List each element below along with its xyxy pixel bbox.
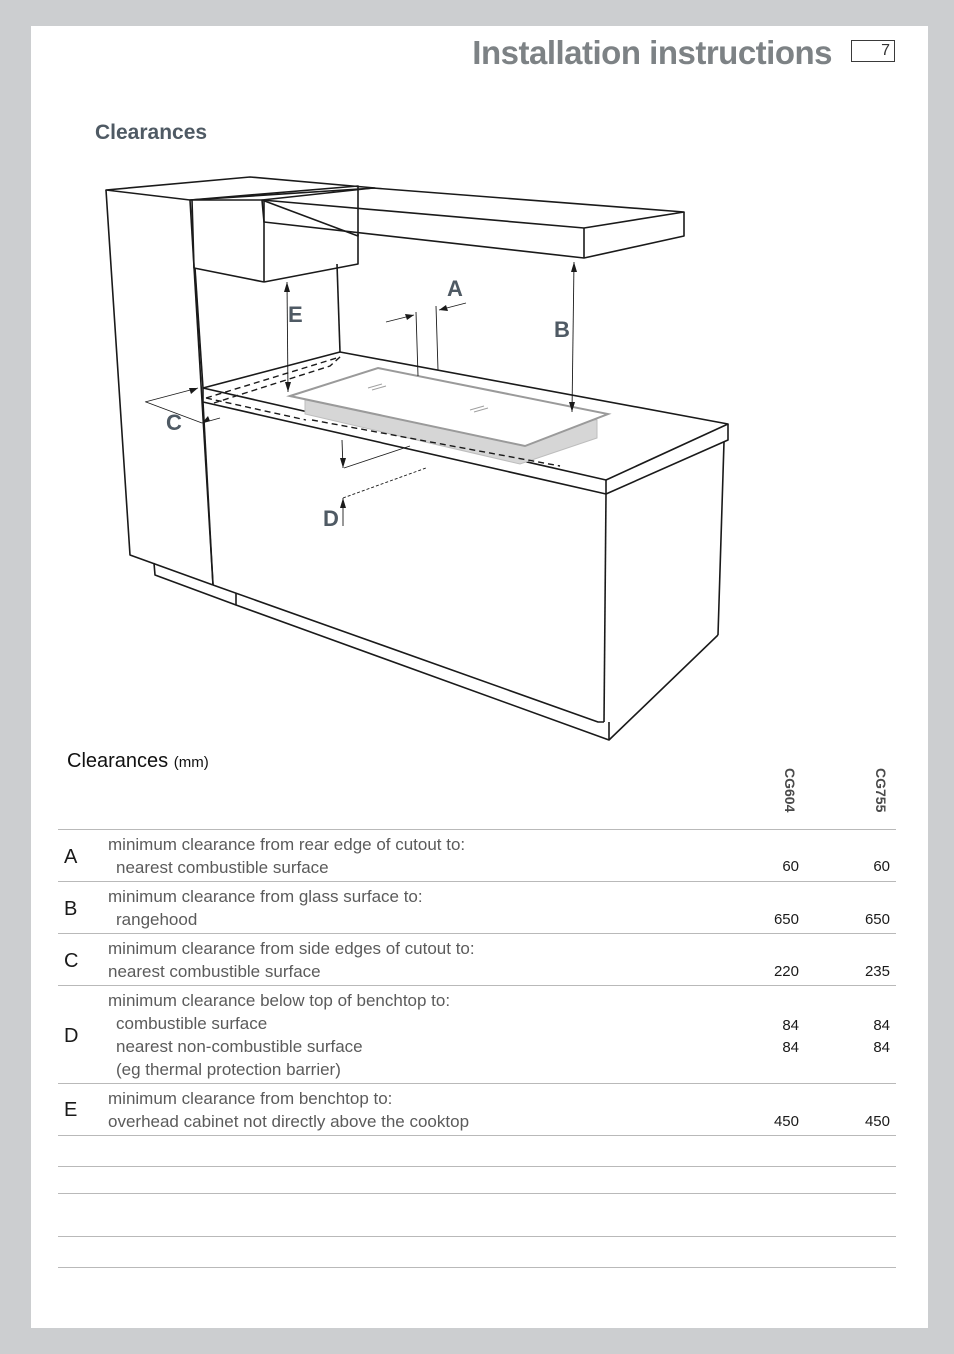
table-rule xyxy=(58,933,896,934)
description-line: nearest non-combustible surface xyxy=(116,1037,363,1056)
section-heading: Clearances xyxy=(95,121,208,144)
value-cg604: 650 xyxy=(773,911,799,928)
description-line: combustible surface xyxy=(116,1014,268,1033)
table-rule xyxy=(58,1083,896,1084)
description-line: minimum clearance from side edges of cutout to: xyxy=(108,939,475,958)
table-unit: (mm) xyxy=(173,754,209,771)
description-line: nearest combustible surface xyxy=(116,858,329,877)
value-cg755: 60 xyxy=(873,858,890,875)
value-cg755: 450 xyxy=(864,1113,890,1130)
row-letter: D xyxy=(64,1025,79,1047)
table-title-text: Clearances xyxy=(67,750,169,772)
page-number: 7 xyxy=(851,40,895,62)
table-rule xyxy=(58,829,896,830)
row-letter: A xyxy=(64,846,78,868)
row-description xyxy=(108,885,423,931)
row-description xyxy=(108,1087,469,1133)
description-line: minimum clearance from rear edge of cutout to: xyxy=(108,835,466,854)
description-line: minimum clearance from benchtop to: xyxy=(108,1089,393,1108)
value-cg755: 84 xyxy=(873,1017,890,1034)
value-cg604: 220 xyxy=(773,963,799,980)
table-rule xyxy=(58,1135,896,1136)
table-rule xyxy=(58,1267,896,1268)
description-line: overhead cabinet not directly above the cooktop xyxy=(108,1112,470,1131)
clearance-diagram xyxy=(31,26,928,746)
description-line: nearest combustible surface xyxy=(108,962,321,981)
value-cg604: 84 xyxy=(782,1017,799,1034)
diagram-label-e: E xyxy=(288,302,303,327)
row-description xyxy=(108,937,475,983)
row-letter: B xyxy=(64,898,78,920)
value-cg755: 235 xyxy=(864,963,890,980)
table-rule xyxy=(58,1166,896,1167)
page xyxy=(31,26,928,1328)
description-line: (eg thermal protection barrier) xyxy=(116,1060,341,1079)
row-description xyxy=(108,989,450,1081)
value-cg604: 84 xyxy=(782,1039,799,1056)
table-rule xyxy=(58,985,896,986)
diagram-label-c: C xyxy=(166,410,182,435)
table-title xyxy=(67,750,209,773)
row-letter: E xyxy=(64,1099,78,1121)
column-header-cg604: CG604 xyxy=(782,768,798,813)
row-letter: C xyxy=(64,950,79,972)
diagram-label-d: D xyxy=(323,506,339,531)
table-rule xyxy=(58,1193,896,1194)
diagram-label-a: A xyxy=(447,276,463,301)
table-rule xyxy=(58,881,896,882)
diagram-label-b: B xyxy=(554,317,570,342)
base-cabinet xyxy=(203,402,724,740)
table-rule xyxy=(58,1236,896,1237)
page-header-title: Installation instructions xyxy=(472,34,832,71)
value-cg604: 60 xyxy=(782,858,799,875)
description-line: minimum clearance from glass surface to: xyxy=(108,887,423,906)
value-cg755: 84 xyxy=(873,1039,890,1056)
cooktop xyxy=(206,357,608,466)
value-cg755: 650 xyxy=(864,911,890,928)
column-header-cg755: CG755 xyxy=(873,768,889,813)
row-description xyxy=(108,833,465,879)
description-line: rangehood xyxy=(116,910,198,929)
description-line: minimum clearance below top of benchtop to: xyxy=(108,991,451,1010)
value-cg604: 450 xyxy=(773,1113,799,1130)
